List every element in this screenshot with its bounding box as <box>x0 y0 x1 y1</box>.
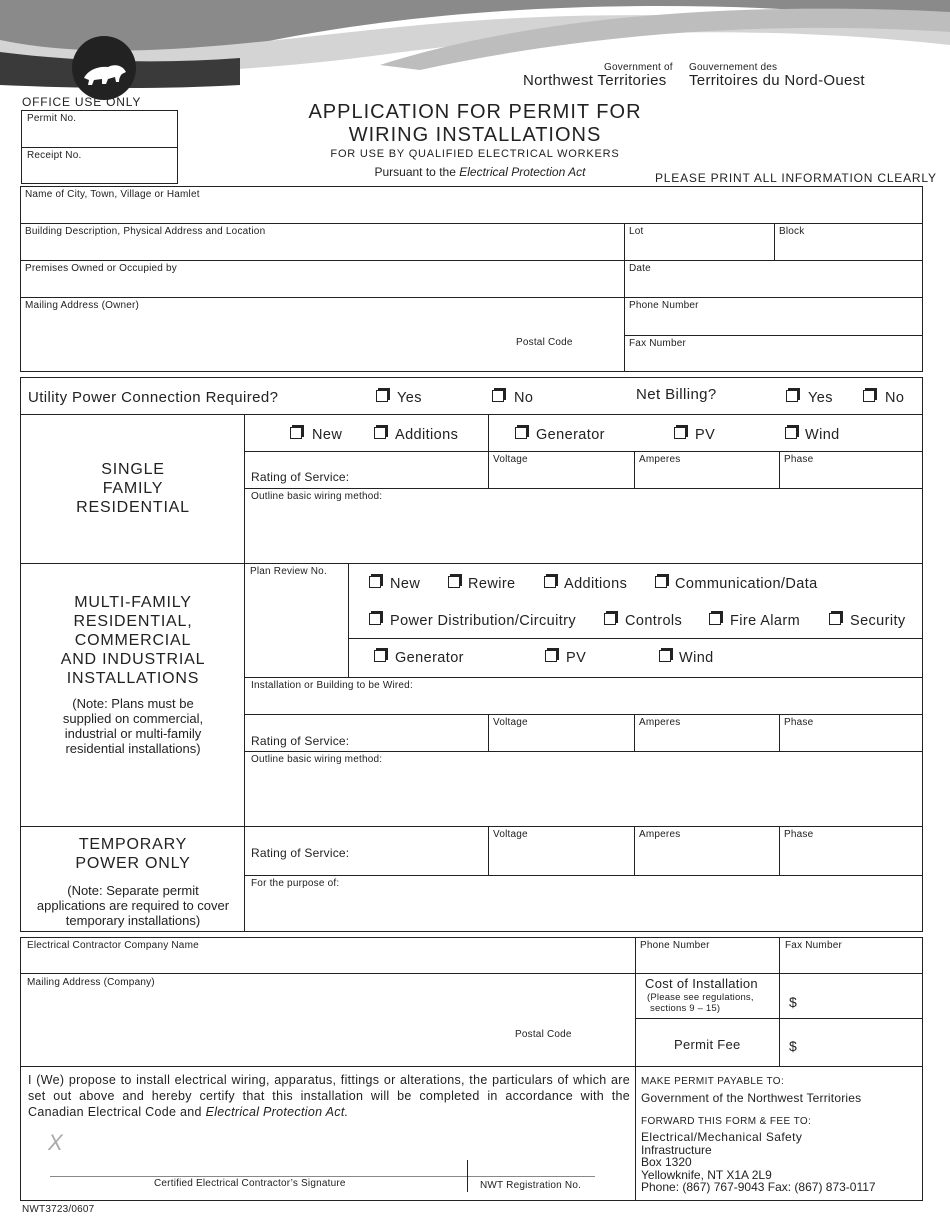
registration-label: NWT Registration No. <box>480 1180 582 1191</box>
multi-phase-field[interactable] <box>780 715 922 751</box>
multi-security-checkbox[interactable] <box>829 613 841 625</box>
contractor-mailing-field[interactable] <box>21 974 634 1066</box>
multi-rating-field[interactable] <box>245 715 487 751</box>
multi-voltage-field[interactable] <box>489 715 633 751</box>
multi-additions-checkbox[interactable] <box>544 576 556 588</box>
forward-addr-2: Infrastructure <box>641 1142 712 1157</box>
single-new-label: New <box>312 427 343 443</box>
installation-building-field[interactable] <box>245 678 922 714</box>
temp-purpose-label: For the purpose of: <box>251 878 340 889</box>
pursuant-prefix: Pursuant to the <box>374 165 460 179</box>
multi-pv-checkbox[interactable] <box>545 650 557 662</box>
single-pv-label: PV <box>695 427 716 443</box>
single-rating-label: Rating of Service: <box>251 470 350 484</box>
premises-field[interactable] <box>21 261 623 297</box>
temp-voltage-field[interactable] <box>489 827 633 875</box>
print-clearly-note: PLEASE PRINT ALL INFORMATION CLEARLY <box>655 171 937 185</box>
gov-en-large: Northwest Territories <box>523 72 667 89</box>
signature-x-mark: X <box>48 1130 63 1155</box>
multi-title-l4: AND INDUSTRIAL <box>60 651 206 668</box>
permit-fee-label: Permit Fee <box>674 1037 741 1052</box>
multi-generator-checkbox[interactable] <box>374 650 386 662</box>
utility-no-label: No <box>514 390 534 406</box>
temp-voltage-label: Voltage <box>493 829 528 840</box>
multi-new-checkbox[interactable] <box>369 576 381 588</box>
single-amperes-label: Amperes <box>639 454 681 465</box>
multi-new-label: New <box>390 576 421 592</box>
permit-no-field[interactable] <box>22 111 177 147</box>
multi-amperes-field[interactable] <box>635 715 778 751</box>
plan-review-field[interactable] <box>245 564 347 677</box>
form-title-line2: WIRING INSTALLATIONS <box>348 124 602 146</box>
multi-wind-checkbox[interactable] <box>659 650 671 662</box>
single-voltage-label: Voltage <box>493 454 528 465</box>
multi-title-l3: COMMERCIAL <box>74 632 192 649</box>
single-additions-label: Additions <box>395 427 459 443</box>
multi-phase-label: Phase <box>784 717 814 728</box>
net-billing-yes-checkbox[interactable] <box>786 390 798 402</box>
multi-voltage-label: Voltage <box>493 717 528 728</box>
temp-amperes-field[interactable] <box>635 827 778 875</box>
utility-yes-checkbox[interactable] <box>376 390 388 402</box>
certification-main: I (We) propose to install electrical wiring, apparatus, fittings or alterations, the particulars of which are set out above and hereby certify that this installation will be completed in accordance with the Canadian Electrical Code and <box>28 1073 630 1119</box>
multi-outline-label: Outline basic wiring method: <box>251 754 383 765</box>
multi-fire-checkbox[interactable] <box>709 613 721 625</box>
cost-note-l2: sections 9 – 15) <box>650 1003 721 1014</box>
temporary-title <box>22 835 244 873</box>
temp-rating-field[interactable] <box>245 827 487 875</box>
temporary-note <box>22 883 244 928</box>
city-label: Name of City, Town, Village or Hamlet <box>25 189 200 200</box>
owner-phone-field[interactable] <box>625 298 922 335</box>
owner-postal-label: Postal Code <box>516 337 573 348</box>
lot-field[interactable] <box>625 224 773 260</box>
utility-question: Utility Power Connection Required? <box>28 389 279 406</box>
installation-building-label: Installation or Building to be Wired: <box>251 680 413 691</box>
single-outline-label: Outline basic wiring method: <box>251 491 383 502</box>
single-additions-checkbox[interactable] <box>374 427 386 439</box>
gov-fr-small: Gouvernement des <box>689 62 778 73</box>
net-billing-question: Net Billing? <box>636 386 717 403</box>
permit-no-label: Permit No. <box>27 113 77 124</box>
multi-title-l2: RESIDENTIAL, <box>73 613 193 630</box>
owner-phone-label: Phone Number <box>629 300 699 311</box>
multi-wind-label: Wind <box>679 650 714 666</box>
plan-review-label: Plan Review No. <box>250 566 327 577</box>
forward-title: FORWARD THIS FORM & FEE TO: <box>641 1116 812 1127</box>
premises-label: Premises Owned or Occupied by <box>25 263 177 274</box>
gov-en-small: Government of <box>604 62 673 73</box>
forward-addr-4: Yellowknife, NT X1A 2L9 <box>641 1167 772 1182</box>
cost-label: Cost of Installation <box>645 976 758 991</box>
building-label: Building Description, Physical Address and Location <box>25 226 266 237</box>
temp-rating-label: Rating of Service: <box>251 846 350 860</box>
multi-power-dist-label: Power Distribution/Circuitry <box>390 613 577 629</box>
multi-note-l4: residential installations) <box>65 741 201 756</box>
contractor-company-label: Electrical Contractor Company Name <box>27 940 199 951</box>
temp-note-l1: (Note: Separate permit <box>67 883 199 898</box>
single-title-l2: FAMILY <box>102 480 164 497</box>
multi-outline-field[interactable] <box>245 752 922 826</box>
contractor-company-field[interactable] <box>21 938 634 973</box>
block-field[interactable] <box>775 224 922 260</box>
lot-label: Lot <box>629 226 644 237</box>
multi-comm-label: Communication/Data <box>675 576 818 592</box>
multi-controls-checkbox[interactable] <box>604 613 616 625</box>
single-phase-label: Phase <box>784 454 814 465</box>
temp-note-l2: applications are required to cover <box>36 898 230 913</box>
net-billing-no-label: No <box>885 390 905 406</box>
single-generator-label: Generator <box>536 427 605 443</box>
single-title-l1: SINGLE <box>101 461 165 478</box>
cost-input[interactable] <box>780 974 922 1018</box>
multi-power-dist-checkbox[interactable] <box>369 613 381 625</box>
pursuant-line <box>250 165 710 179</box>
temp-phase-field[interactable] <box>780 827 922 875</box>
forward-addr-5: Phone: (867) 767-9043 Fax: (867) 873-0117 <box>641 1180 876 1194</box>
forward-address <box>641 1131 876 1194</box>
polar-bear-icon <box>72 36 136 100</box>
multi-generator-label: Generator <box>395 650 464 666</box>
multi-note-l3: industrial or multi-family <box>64 726 202 741</box>
single-voltage-field[interactable] <box>489 452 633 488</box>
permit-fee-dollar-sign: $ <box>789 1038 797 1054</box>
receipt-no-field[interactable] <box>22 148 177 183</box>
office-use-title: OFFICE USE ONLY <box>22 95 142 109</box>
form-number: NWT3723/0607 <box>22 1204 95 1215</box>
multi-amperes-label: Amperes <box>639 717 681 728</box>
multi-rating-label: Rating of Service: <box>251 734 350 748</box>
city-field[interactable] <box>21 187 921 223</box>
certification-text <box>28 1072 630 1120</box>
multi-rewire-checkbox[interactable] <box>448 576 460 588</box>
multi-note-l2: supplied on commercial, <box>62 711 204 726</box>
registration-field[interactable] <box>468 1150 595 1180</box>
single-amperes-field[interactable] <box>635 452 778 488</box>
single-outline-field[interactable] <box>245 489 922 563</box>
block-label: Block <box>779 226 805 237</box>
single-title-l3: RESIDENTIAL <box>76 499 190 516</box>
owner-fax-label: Fax Number <box>629 338 687 349</box>
cost-dollar-sign: $ <box>789 994 797 1010</box>
multi-security-label: Security <box>850 613 906 629</box>
net-billing-yes-label: Yes <box>808 390 833 406</box>
temp-phase-label: Phase <box>784 829 814 840</box>
receipt-no-label: Receipt No. <box>27 150 82 161</box>
multi-family-title <box>22 593 244 688</box>
single-pv-checkbox[interactable] <box>674 427 686 439</box>
contractor-phone-label: Phone Number <box>640 940 710 951</box>
multi-rewire-label: Rewire <box>468 576 516 592</box>
signature-label: Certified Electrical Contractor’s Signature <box>154 1178 346 1189</box>
multi-fire-label: Fire Alarm <box>730 613 801 629</box>
multi-comm-checkbox[interactable] <box>655 576 667 588</box>
single-wind-label: Wind <box>805 427 840 443</box>
temp-purpose-field[interactable] <box>245 876 922 931</box>
permit-fee-input[interactable] <box>780 1019 922 1066</box>
owner-fax-field[interactable] <box>625 336 922 371</box>
multi-additions-label: Additions <box>564 576 628 592</box>
forward-addr-3: Box 1320 <box>641 1155 692 1169</box>
gov-fr-large: Territoires du Nord-Ouest <box>689 72 865 89</box>
mailing-owner-label: Mailing Address (Owner) <box>25 300 140 311</box>
multi-controls-label: Controls <box>625 613 683 629</box>
form-title-line1: APPLICATION FOR PERMIT FOR <box>308 101 642 123</box>
single-wind-checkbox[interactable] <box>785 427 797 439</box>
single-rating-field[interactable] <box>245 452 487 488</box>
contractor-fax-label: Fax Number <box>785 940 843 951</box>
multi-note-l1: (Note: Plans must be <box>72 696 194 711</box>
contractor-fax-field[interactable] <box>780 938 922 973</box>
multi-title-l5: INSTALLATIONS <box>66 670 200 687</box>
forward-addr-1: Electrical/Mechanical Safety <box>641 1130 803 1144</box>
certification-act: Electrical Protection Act. <box>205 1105 349 1119</box>
single-family-title <box>22 460 244 517</box>
permit-fee-label-block <box>636 1019 778 1066</box>
building-field[interactable] <box>21 224 623 260</box>
net-billing-no-checkbox[interactable] <box>863 390 875 402</box>
contractor-mailing-label: Mailing Address (Company) <box>27 977 155 988</box>
signature-field[interactable] <box>50 1150 466 1180</box>
utility-no-checkbox[interactable] <box>492 390 504 402</box>
multi-title-l1: MULTI-FAMILY <box>74 594 192 611</box>
single-generator-checkbox[interactable] <box>515 427 527 439</box>
mailing-owner-field[interactable] <box>21 298 623 371</box>
pursuant-act: Electrical Protection Act <box>459 165 586 179</box>
contractor-phone-field[interactable] <box>636 938 778 973</box>
payable-payee: Government of the Northwest Territories <box>641 1091 862 1105</box>
payable-title: MAKE PERMIT PAYABLE TO: <box>641 1076 785 1087</box>
temp-title-l2: POWER ONLY <box>75 855 191 872</box>
multi-family-note <box>22 696 244 756</box>
temp-title-l1: TEMPORARY <box>78 836 188 853</box>
multi-pv-label: PV <box>566 650 587 666</box>
cost-label-block <box>636 974 778 1018</box>
contractor-postal-label: Postal Code <box>515 1029 572 1040</box>
temp-note-l3: temporary installations) <box>65 913 201 928</box>
single-phase-field[interactable] <box>780 452 922 488</box>
date-label: Date <box>629 263 651 274</box>
utility-yes-label: Yes <box>397 390 422 406</box>
single-new-checkbox[interactable] <box>290 427 302 439</box>
polar-bear-logo <box>72 36 136 100</box>
temp-amperes-label: Amperes <box>639 829 681 840</box>
cost-note-l1: (Please see regulations, <box>647 992 754 1003</box>
date-field[interactable] <box>625 261 922 297</box>
form-subtitle: FOR USE BY QUALIFIED ELECTRICAL WORKERS <box>330 148 620 160</box>
